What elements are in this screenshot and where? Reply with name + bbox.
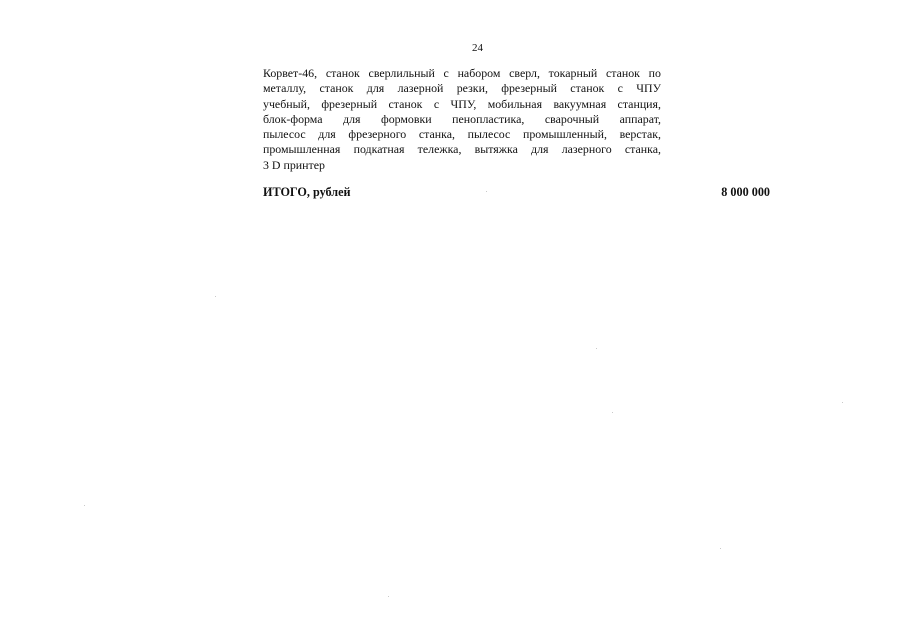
total-value: 8 000 000	[721, 185, 770, 199]
equipment-line: учебный, фрезерный станок с ЧПУ, мобильная вакуумная станция,	[263, 96, 661, 111]
scan-speck	[486, 191, 487, 192]
equipment-line: 3 D принтер	[263, 157, 325, 172]
scan-speck	[388, 596, 389, 597]
equipment-line: металлу, станок для лазерной резки, фрезерный станок с ЧПУ	[263, 81, 661, 96]
equipment-line: промышленная подкатная тележка, вытяжка для лазерного станка,	[263, 142, 661, 157]
total-label: ИТОГО, рублей	[263, 185, 351, 199]
scan-speck	[84, 505, 85, 506]
scan-speck	[596, 348, 597, 349]
page-number: 24	[472, 42, 483, 54]
scan-speck	[842, 402, 843, 403]
equipment-description	[263, 66, 661, 173]
scan-speck	[215, 296, 216, 297]
scan-speck	[720, 548, 721, 549]
scan-speck	[612, 412, 613, 413]
equipment-line: Корвет-46, станок сверлильный с набором сверл, токарный станок по	[263, 66, 661, 80]
equipment-line: блок-форма для формовки пенопластика, сварочный аппарат,	[263, 111, 661, 126]
equipment-line: пылесос для фрезерного станка, пылесос промышленный, верстак,	[263, 127, 661, 142]
